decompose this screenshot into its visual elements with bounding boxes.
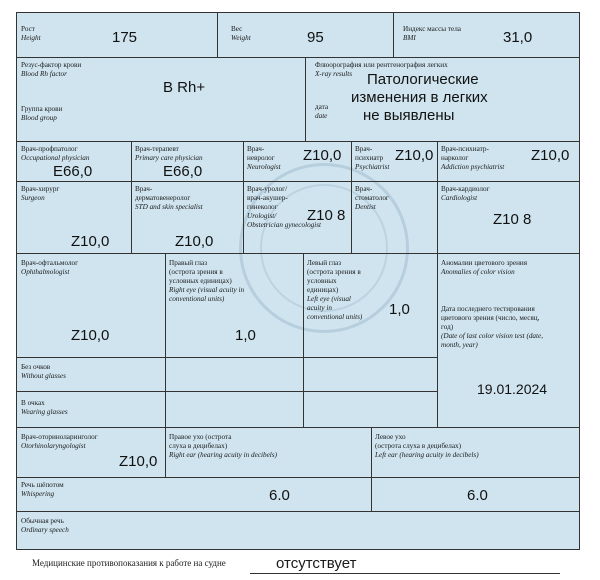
divider: [371, 427, 372, 511]
dentist-label: [355, 185, 389, 212]
weight-label-en: Weight: [231, 34, 251, 42]
psychiatrist-value: Z10,0: [395, 147, 434, 164]
neurologist-label-en: Neurologist: [247, 163, 281, 171]
divider: [303, 253, 304, 427]
left-eye-label-en-2: acuity in: [307, 304, 332, 312]
left-eye-label-ru-2: (острота зрения в: [307, 268, 361, 276]
without-glasses-label: [21, 363, 66, 381]
dentist-label-ru-2: стоматолог: [355, 194, 389, 202]
dermatologist-label-ru-1: Врач-: [135, 185, 153, 193]
rh-value: B Rh+: [163, 79, 206, 96]
right-ear-label-ru-2: слуха в децибелах): [169, 442, 228, 450]
surgeon-value: Z10,0: [71, 233, 110, 250]
cardiologist-label-en: Cardiologist: [441, 194, 478, 202]
ent-value: Z10,0: [119, 453, 158, 470]
divider: [437, 141, 438, 427]
divider: [243, 141, 244, 253]
xray-label-ru: Флюорография или рентгенография легких: [315, 61, 448, 69]
whispering-left-value: 6.0: [467, 487, 488, 504]
ordinary-speech-label-en: Ordinary speech: [21, 526, 69, 534]
ent-label-ru: Врач-оториноларинголог: [21, 433, 98, 441]
divider: [17, 141, 579, 142]
bmi-label-en: BMI: [403, 34, 416, 42]
addiction-psychiatrist-label-en: Addiction psychiatrist: [441, 163, 505, 171]
without-glasses-label-en: Without glasses: [21, 372, 66, 380]
ophthalmologist-label-en: Ophthalmologist: [21, 268, 70, 276]
divider: [17, 253, 579, 254]
xray-date-label-en: date: [315, 112, 328, 120]
color-test-label-ru-2: цветового зрения (число, месяц,: [441, 314, 540, 322]
divider: [17, 511, 579, 512]
divider: [165, 427, 166, 477]
without-glasses-label-ru: Без очков: [21, 363, 51, 371]
ophthalmologist-value: Z10,0: [71, 327, 110, 344]
occupational-physician-value: E66,0: [53, 163, 93, 180]
left-eye-label-ru-4: единицах): [307, 286, 339, 294]
divider: [217, 13, 218, 57]
color-test-date-label: [441, 305, 543, 350]
right-eye-label-ru-1: Правый глаз: [169, 259, 208, 267]
cardiologist-value: Z10 8: [493, 211, 532, 228]
urologist-label-en-2: Obstetrician gynecologist: [247, 221, 322, 229]
wearing-glasses-label-ru: В очках: [21, 399, 45, 407]
urologist-label-ru-1: Врач-уролог/: [247, 185, 288, 193]
primary-care-label-ru: Врач-терапевт: [135, 145, 179, 153]
color-test-label-ru-1: Дата последнего тестирования: [441, 305, 535, 313]
ophthalmologist-label-ru: Врач-офтальмолог: [21, 259, 79, 267]
divider: [393, 13, 394, 57]
urologist-label-ru-3: гинеколог: [247, 203, 278, 211]
right-eye-label: [169, 259, 244, 304]
whispering-label-en: Whispering: [21, 490, 55, 498]
right-ear-label-en: Right ear (hearing acuity in decibels): [169, 451, 277, 459]
xray-value-line3: не выявлены: [363, 107, 455, 124]
contraindications-value: отсутствует: [276, 555, 357, 572]
primary-care-label: [135, 145, 203, 163]
blood-group-label: [21, 105, 62, 123]
left-eye-label: [307, 259, 362, 322]
color-test-label-en-2: month, year): [441, 341, 478, 349]
left-eye-value: 1,0: [389, 301, 410, 318]
primary-care-label-en: Primary care physician: [135, 154, 203, 162]
occupational-physician-label-ru: Врач-профпатолог: [21, 145, 78, 153]
right-eye-value: 1,0: [235, 327, 256, 344]
left-eye-label-ru-3: условных: [307, 277, 337, 285]
right-eye-label-en-1: Right eye (visual acuity in: [169, 286, 245, 294]
xray-value-line1: Патологические: [367, 71, 479, 88]
left-ear-label: [375, 433, 479, 460]
surgeon-label: [21, 185, 59, 203]
divider: [131, 141, 132, 253]
ent-label-en: Otorhinolaryngologist: [21, 442, 86, 450]
dentist-label-ru-1: Врач-: [355, 185, 373, 193]
left-eye-label-ru-1: Левый глаз: [307, 259, 342, 267]
bmi-value: 31,0: [503, 29, 533, 46]
primary-care-value: E66,0: [163, 163, 203, 180]
right-eye-label-ru-2: (острота зрения в: [169, 268, 223, 276]
rh-label-ru: Резус-фактор крови: [21, 61, 82, 69]
rh-label-en: Blood Rh factor: [21, 70, 67, 78]
medical-certificate-card: [16, 12, 580, 550]
weight-label-ru: Вес: [231, 25, 243, 33]
color-test-label-ru-3: год): [441, 323, 454, 331]
urologist-value: Z10 8: [307, 207, 346, 224]
divider: [17, 391, 437, 392]
surgeon-label-ru: Врач-хирург: [21, 185, 60, 193]
color-test-label-en-1: (Date of last color vision test (date,: [441, 332, 544, 340]
left-eye-label-en-1: Left eye (visual: [307, 295, 351, 303]
ent-label: [21, 433, 98, 451]
addiction-psychiatrist-label-ru-1: Врач-психиатр-: [441, 145, 489, 153]
neurologist-label-ru-1: Врач-: [247, 145, 265, 153]
bmi-label-ru: Индекс массы тела: [403, 25, 461, 33]
rh-label: [21, 61, 81, 79]
xray-label-en: X-ray results: [315, 70, 353, 78]
neurologist-label: [247, 145, 281, 172]
cardiologist-label-ru: Врач-кардиолог: [441, 185, 490, 193]
height-label: [21, 25, 41, 43]
dermatologist-label-en: STD and skin specialist: [135, 203, 203, 211]
xray-date-label: [315, 103, 328, 121]
urologist-label-en-1: Urologist/: [247, 212, 277, 220]
height-label-en: Height: [21, 34, 41, 42]
dentist-label-en: Dentist: [355, 203, 376, 211]
psychiatrist-label: [355, 145, 389, 172]
ordinary-speech-label-ru: Обычная речь: [21, 517, 64, 525]
divider: [165, 253, 166, 427]
color-test-date-value: 19.01.2024: [477, 381, 548, 397]
dermatologist-label-ru-2: дерматовенеролог: [135, 194, 191, 202]
left-ear-label-ru-1: Левое ухо: [375, 433, 406, 441]
right-ear-label: [169, 433, 277, 460]
psychiatrist-label-ru-2: психиатр: [355, 154, 384, 162]
left-ear-label-ru-2: (острота слуха в децибелах): [375, 442, 461, 450]
bmi-label: [403, 25, 461, 43]
weight-label: [231, 25, 251, 43]
psychiatrist-label-en: Psychiatrist: [355, 163, 390, 171]
addiction-psychiatrist-value: Z10,0: [531, 147, 570, 164]
psychiatrist-label-ru-1: Врач-: [355, 145, 373, 153]
cardiologist-label: [441, 185, 490, 203]
ophthalmologist-label: [21, 259, 78, 277]
divider: [351, 141, 352, 253]
height-value: 175: [112, 29, 138, 46]
divider: [17, 427, 579, 428]
surgeon-label-en: Surgeon: [21, 194, 45, 202]
whispering-right-value: 6.0: [269, 487, 290, 504]
wearing-glasses-label-en: Wearing glasses: [21, 408, 68, 416]
divider: [305, 57, 306, 141]
left-ear-label-en: Left ear (hearing acuity in decibels): [375, 451, 479, 459]
divider: [17, 357, 437, 358]
neurologist-value: Z10,0: [303, 147, 342, 164]
contraindications-label: Медицинские противопоказания к работе на судне: [32, 558, 226, 568]
ordinary-speech-label: [21, 517, 69, 535]
weight-value: 95: [307, 29, 324, 46]
left-eye-label-en-3: conventional units): [307, 313, 363, 321]
height-label-ru: Рост: [21, 25, 35, 33]
urologist-label-ru-2: врач-акушер-: [247, 194, 288, 202]
right-eye-label-en-2: conventional units): [169, 295, 225, 303]
blood-group-label-en: Blood group: [21, 114, 57, 122]
dermatologist-value: Z10,0: [175, 233, 214, 250]
blood-group-label-ru: Группа крови: [21, 105, 63, 113]
contraindications-underline: [250, 573, 560, 574]
addiction-psychiatrist-label-ru-2: нарколог: [441, 154, 469, 162]
whispering-label-ru: Речь шёпотом: [21, 481, 64, 489]
divider: [17, 181, 579, 182]
divider: [17, 57, 579, 58]
color-vision-label: [441, 259, 527, 277]
wearing-glasses-label: [21, 399, 68, 417]
whispering-label: [21, 481, 64, 499]
dermatologist-label: [135, 185, 203, 212]
xray-date-label-ru: дата: [315, 103, 329, 111]
right-ear-label-ru-1: Правое ухо (острота: [169, 433, 232, 441]
color-vision-label-ru: Аномалии цветового зрения: [441, 259, 528, 267]
addiction-psychiatrist-label: [441, 145, 504, 172]
xray-value-line2: изменения в легких: [351, 89, 488, 106]
right-eye-label-ru-3: условных единицах): [169, 277, 232, 285]
neurologist-label-ru-2: невролог: [247, 154, 275, 162]
divider: [17, 477, 579, 478]
occupational-physician-label-en: Occupational physician: [21, 154, 90, 162]
color-vision-label-en: Anomalies of color vision: [441, 268, 515, 276]
occupational-physician-label: [21, 145, 89, 163]
